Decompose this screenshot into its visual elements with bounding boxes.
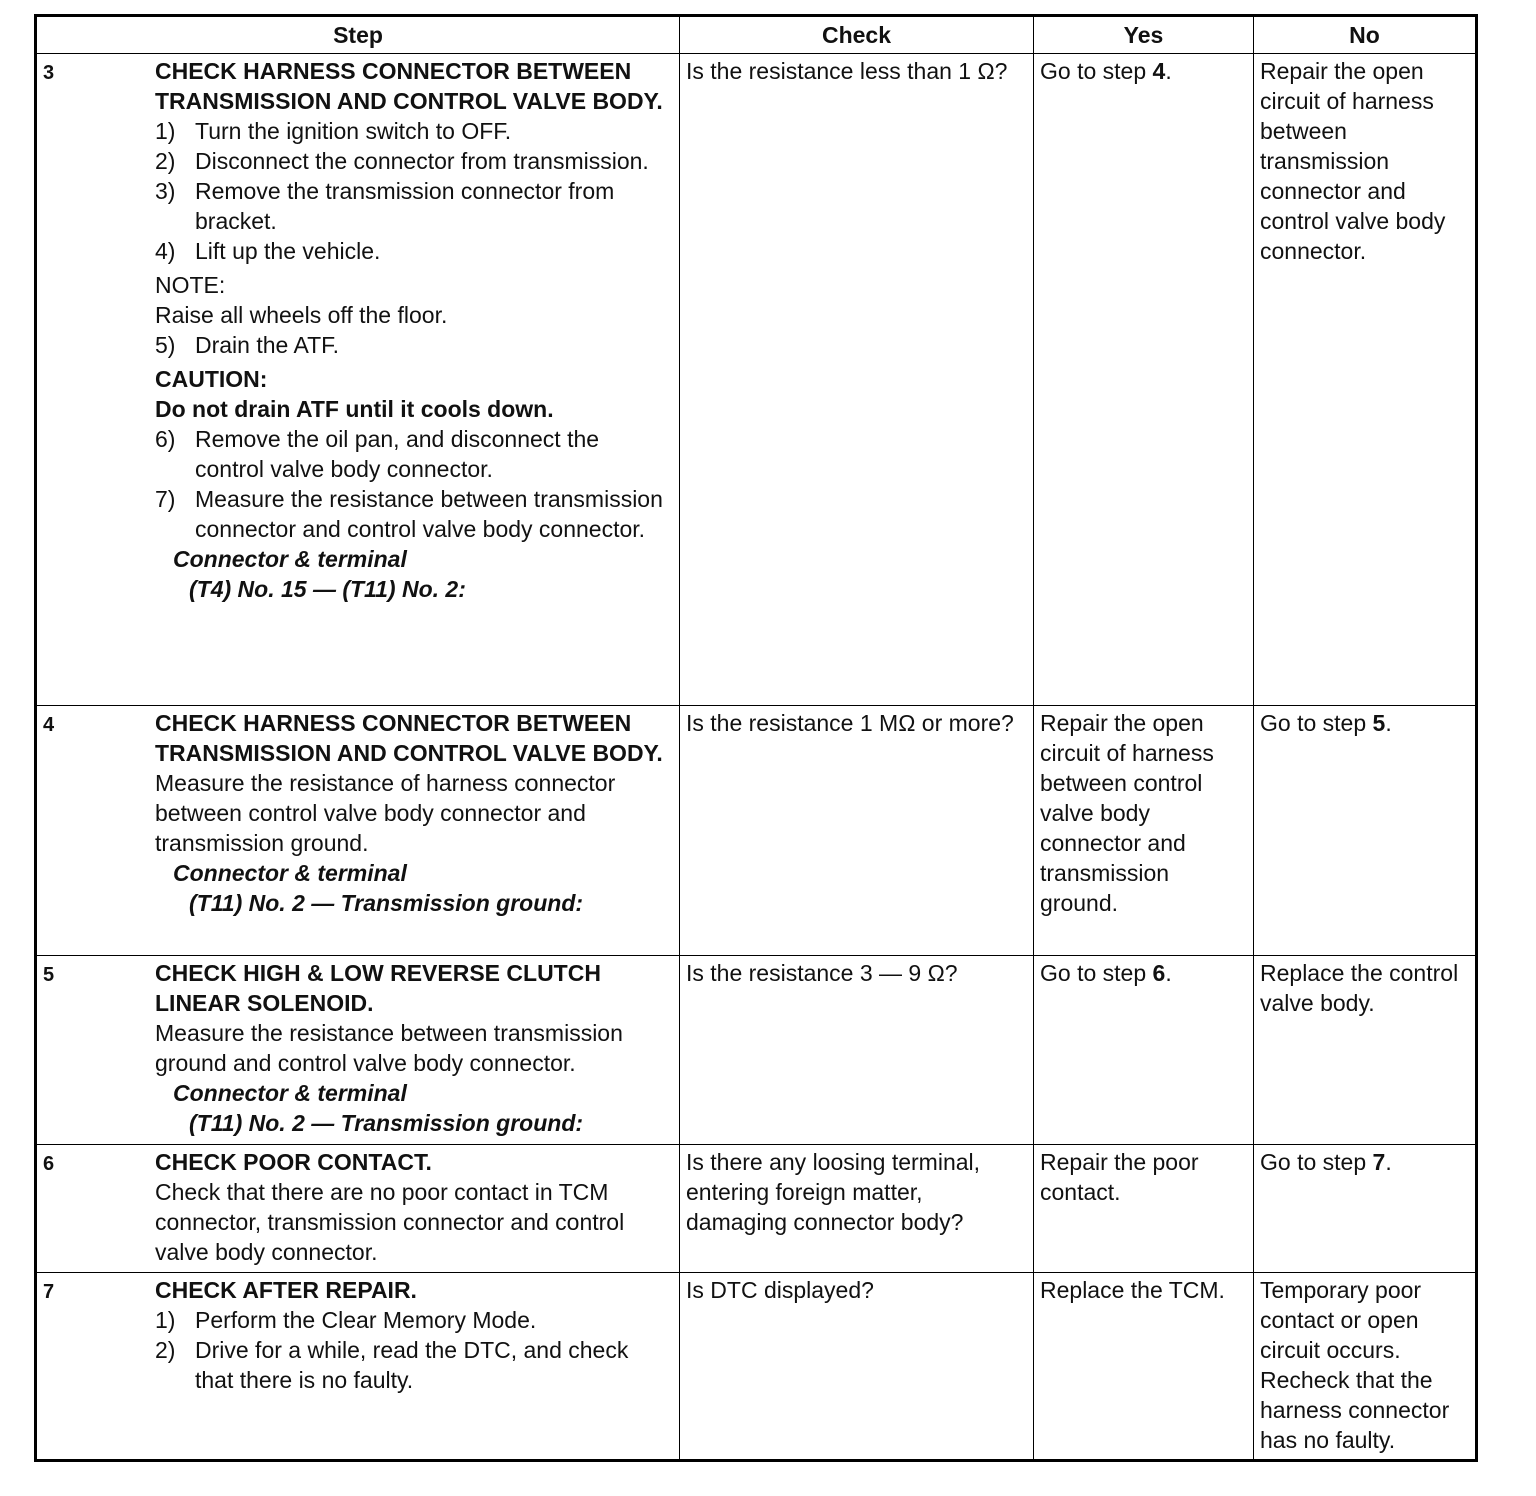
list-item: 2) Drive for a while, read the DTC, and check that there is no faulty. [155,1337,629,1393]
connector-value: (T11) No. 2 — Transmission ground: [189,890,584,916]
step-link: 6 [1152,960,1166,986]
step-cell [36,956,680,1145]
connector-label: Connector & terminal [173,860,407,886]
note-label: NOTE: [155,272,226,298]
step-number: 4 [43,714,55,736]
yes-cell: Replace the TCM. [1034,1273,1254,1461]
no-cell: Repair the open circuit of harness between transmission connector and control valve body connector. [1254,54,1477,706]
no-cell: Go to step 5. [1254,706,1477,956]
step-number: 6 [43,1153,55,1175]
step-title: CHECK AFTER REPAIR. [155,1277,417,1303]
step-cell [36,706,680,956]
table-row [36,1145,1477,1273]
connector-label: Connector & terminal [173,546,407,572]
check-cell: Is the resistance 1 MΩ or more? [680,706,1034,956]
list-item: 7) Measure the resistance between transmission connector and control valve body connector. [155,486,663,542]
list-item: 1) Turn the ignition switch to OFF. [155,118,512,144]
header-yes: Yes [1034,16,1254,54]
note-text: Raise all wheels off the floor. [155,302,448,328]
table-row [36,54,1477,706]
step-link: 4 [1152,58,1166,84]
caution-label: CAUTION: [155,366,268,392]
step-title: CHECK HARNESS CONNECTOR BETWEEN TRANSMISSION AND CONTROL VALVE BODY. [155,710,663,766]
list-item: 3) Remove the transmission connector from bracket. [155,178,615,234]
connector-label: Connector & terminal [173,1080,407,1106]
step-cell [36,1145,680,1273]
step-title: CHECK HIGH & LOW REVERSE CLUTCH LINEAR SOLENOID. [155,960,601,1016]
diagnostic-table [34,14,1478,1462]
step-title: CHECK POOR CONTACT. [155,1149,432,1175]
list-item: 5) Drain the ATF. [155,332,340,358]
step-body: Check that there are no poor contact in TCM connector, transmission connector and control valve body connector. [155,1179,625,1265]
check-cell: Is DTC displayed? [680,1273,1034,1461]
list-item: 2) Disconnect the connector from transmission. [155,148,649,174]
caution-text: Do not drain ATF until it cools down. [155,396,554,422]
yes-cell: Repair the open circuit of harness between control valve body connector and transmission ground. [1034,706,1254,956]
step-body: Measure the resistance of harness connector between control valve body connector and transmission ground. [155,770,616,856]
check-cell: Is there any loosing terminal, entering foreign matter, damaging connector body? [680,1145,1034,1273]
list-item: 1) Perform the Clear Memory Mode. [155,1307,537,1333]
no-cell: Temporary poor contact or open circuit occurs. Recheck that the harness connector has no faulty. [1254,1273,1477,1461]
yes-cell: Go to step 4. [1034,54,1254,706]
header-check: Check [680,16,1034,54]
no-cell: Go to step 7. [1254,1145,1477,1273]
yes-cell: Repair the poor contact. [1034,1145,1254,1273]
table-row [36,956,1477,1145]
header-row [36,16,1477,54]
step-cell [36,1273,680,1461]
header-step: Step [36,16,680,54]
step-body: Measure the resistance between transmission ground and control valve body connector. [155,1020,623,1076]
check-cell: Is the resistance 3 — 9 Ω? [680,956,1034,1145]
check-cell: Is the resistance less than 1 Ω? [680,54,1034,706]
step-link: 5 [1372,710,1386,736]
step-number: 5 [43,964,55,986]
step-number: 3 [43,62,55,84]
list-item: 4) Lift up the vehicle. [155,238,381,264]
step-number: 7 [43,1281,55,1303]
step-link: 7 [1372,1149,1386,1175]
list-item: 6) Remove the oil pan, and disconnect the control valve body connector. [155,426,600,482]
header-no: No [1254,16,1477,54]
step-title: CHECK HARNESS CONNECTOR BETWEEN TRANSMISSION AND CONTROL VALVE BODY. [155,58,663,114]
no-cell: Replace the control valve body. [1254,956,1477,1145]
table-row [36,706,1477,956]
table-row [36,1273,1477,1461]
yes-cell: Go to step 6. [1034,956,1254,1145]
connector-value: (T4) No. 15 — (T11) No. 2: [189,576,466,602]
step-cell [36,54,680,706]
connector-value: (T11) No. 2 — Transmission ground: [189,1110,584,1136]
